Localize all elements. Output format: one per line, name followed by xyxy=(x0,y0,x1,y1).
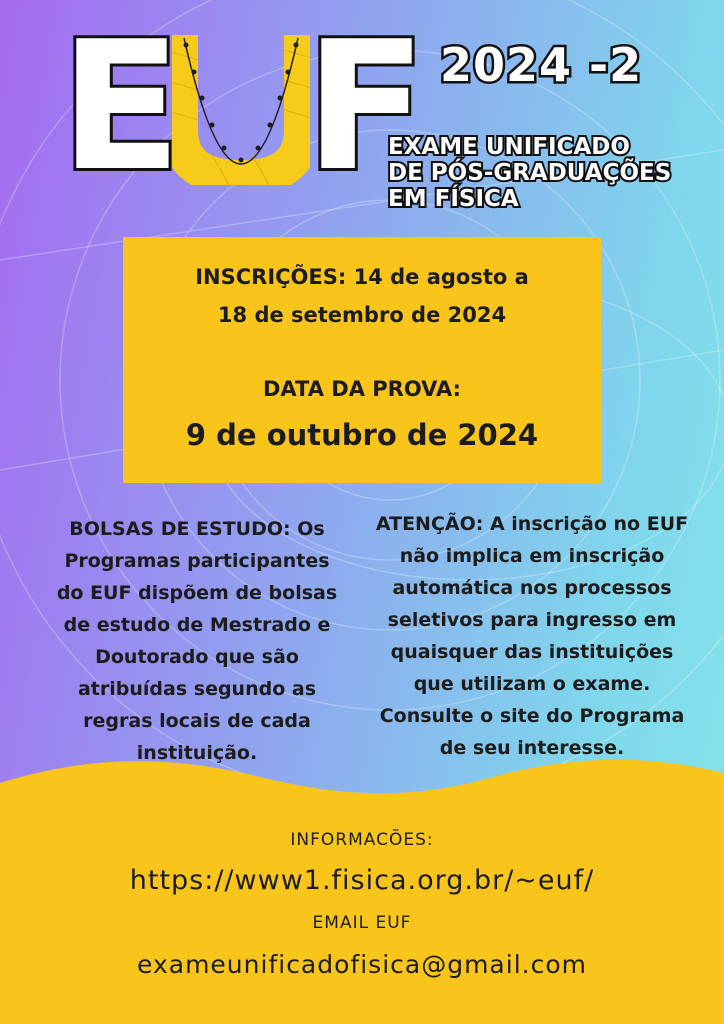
text-line: do EUF dispõem de bolsas xyxy=(56,582,338,604)
text-line: não implica em inscrição xyxy=(399,545,665,567)
title-letter-u-graphic xyxy=(172,30,310,185)
dates-box xyxy=(123,237,601,483)
exam-subtitle xyxy=(388,134,718,212)
text-line: seletivos para ingresso em xyxy=(387,609,677,631)
text-line: de seu interesse. xyxy=(439,737,625,759)
info-url-link[interactable]: https://www1.fisica.org.br/~euf/ xyxy=(129,865,595,896)
edition-year: 2024 -2 xyxy=(440,38,643,92)
exam-date: 9 de outubro de 2024 xyxy=(185,418,539,452)
info-label: INFORMACÕES: xyxy=(290,830,434,850)
text-line: atribuídas segundo as xyxy=(77,678,317,700)
text-line: BOLSAS DE ESTUDO: Os xyxy=(69,518,325,540)
registration-period-line1: INSCRIÇÕES: 14 de agosto a xyxy=(195,265,529,289)
scholarships-text xyxy=(32,513,362,769)
text-line: Programas participantes xyxy=(64,550,330,572)
title-letter-f: F xyxy=(305,3,427,210)
registration-period-line2: 18 de setembro de 2024 xyxy=(217,303,507,327)
subtitle-line: EM FÍSICA xyxy=(388,186,519,212)
title-letter-e: E xyxy=(60,3,182,210)
attention-text xyxy=(362,508,702,764)
subtitle-line: EXAME UNIFICADO xyxy=(388,134,630,160)
text-line: Doutorado que são xyxy=(95,646,299,668)
text-line: quaisquer das instituições xyxy=(390,641,674,663)
text-line: de estudo de Mestrado e xyxy=(63,614,331,636)
text-line: instituição. xyxy=(136,742,258,764)
text-line: Consulte o site do Programa xyxy=(379,705,685,727)
text-line: ATENÇÃO: A inscrição no EUF xyxy=(375,513,689,535)
text-line: automática nos processos xyxy=(392,577,672,599)
email-link[interactable]: exameunificadofisica@gmail.com xyxy=(137,950,587,979)
text-line: regras locais de cada xyxy=(83,710,311,732)
subtitle-line: DE PÓS-GRADUAÇÕES xyxy=(388,160,672,186)
text-line: que utilizam o exame. xyxy=(413,673,651,695)
email-label: EMAIL EUF xyxy=(312,913,412,933)
exam-date-label: DATA DA PROVA: xyxy=(262,377,462,401)
